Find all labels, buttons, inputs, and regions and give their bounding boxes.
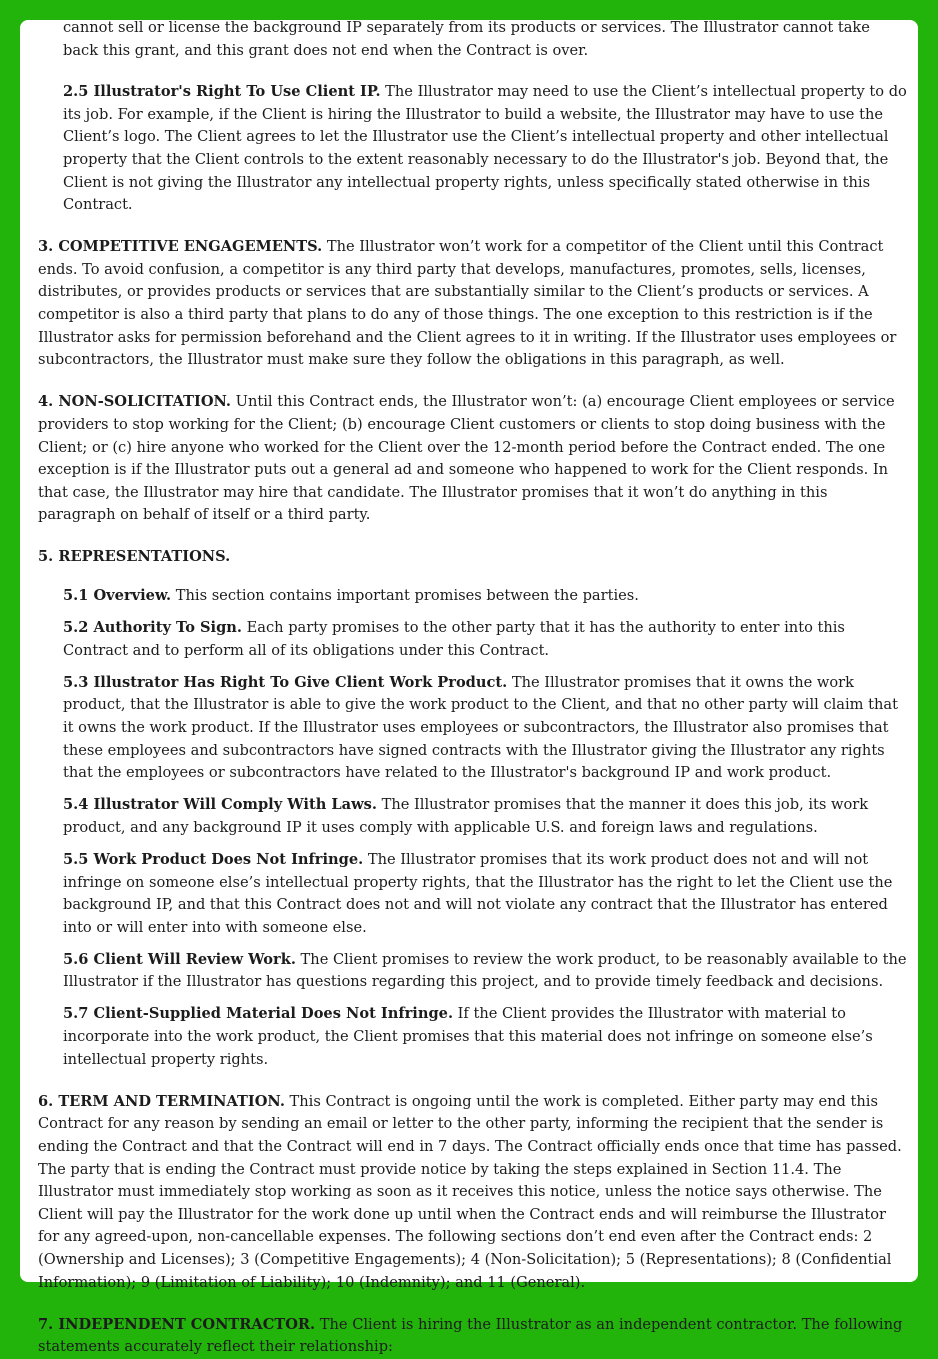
section-7: [38, 1314, 908, 1359]
section-5-5-heading: 5.5 Work Product Does Not Infringe.: [63, 850, 364, 868]
section-5-7-text: If the Client provides the Illustrator with material to incorporate into the work product, the Client promises that this material does not infringe on someone else’s intellectual property rights.: [63, 1005, 873, 1068]
section-6: [38, 1091, 908, 1294]
section-5-6: [38, 949, 908, 994]
section-6-text: This Contract is ongoing until the work is completed. Either party may end this Contract for any reason by sending an email or letter to the other party, informing the recipient that the sender is ending the Contract and that the Contract will end in 7 days. The Contract officially ends once that time has passed. The party that is ending the Contract must provide notice by taking the steps explained in Section 11.4. The Illustrator must immediately stop working as soon as it receives this notice, unless the notice says otherwise. The Client will pay the Illustrator for the work done up until when the Contract ends and will reimburse the Illustrator for any agreed-upon, non-cancellable expenses. The following sections don’t end even after the Contract ends: 2 (Ownership and Licenses); 3 (Competitive Engagements); 4 (Non-Solicitation); 5 (Representations); 8 (Confidential Information); 9 (Limitation of Liability); 10 (Indemnity); and 11 (General).: [38, 1092, 902, 1291]
section-5-3-text: The Illustrator promises that it owns the work product, that the Illustrator is able to give the work product to the Client, and that no other party will claim that it owns the work product. If the Illustrator uses employees or subcontractors, the Illustrator also promises that these employees and subcontractors have signed contracts with the Illustrator giving the Illustrator any rights that the employees or subcontractors have related to the Illustrator's background IP and work product.: [63, 673, 898, 782]
section-5: [38, 546, 908, 569]
section-5-1: [38, 585, 908, 608]
section-5-2-text: Each party promises to the other party that it has the authority to enter into this Contract and to perform all of its obligations under this Contract.: [63, 619, 845, 659]
section-7-text: The Client is hiring the Illustrator as an independent contractor. The following statements accurately reflect their relationship:: [38, 1315, 903, 1356]
section-5-6-heading: 5.6 Client Will Review Work.: [63, 950, 296, 968]
section-4-heading: 4. NON-SOLICITATION.: [38, 393, 232, 411]
section-3-text: The Illustrator won’t work for a competitor of the Client until this Contract ends. To avoid confusion, a competitor is any third party that develops, manufactures, promotes, sells, licenses, distributes, or provides products or services that are substantially similar to the Client’s products or services. A competitor is also a third party that plans to do any of those things. The one exception to this restriction is if the Illustrator asks for permission beforehand and the Client agrees to it in writing. If the Illustrator uses employees or subcontractors, the Illustrator must make sure they follow the obligations in this paragraph, as well.: [38, 238, 897, 369]
contract-body: [38, 17, 908, 1359]
document-page: [20, 19, 918, 1356]
section-3-heading: 3. COMPETITIVE ENGAGEMENTS.: [38, 238, 323, 256]
section-5-3: [38, 672, 908, 785]
section-6-heading: 6. TERM AND TERMINATION.: [38, 1092, 285, 1110]
section-2-5-text: The Illustrator may need to use the Client’s intellectual property to do its job. For example, if the Client is hiring the Illustrator to build a website, the Illustrator may have to use the Client’s logo. The Client agrees to let the Illustrator use the Client’s intellectual property and other intellectual property that the Client controls to the extent reasonably necessary to do the Illustrator's job. Beyond that, the Client is not giving the Illustrator any intellectual property rights, unless specifically stated otherwise in this Contract.: [63, 83, 907, 214]
section-2-4-tail-text: cannot sell or license the background IP separately from its products or services. The Illustrator cannot take back this grant, and this grant does not end when the Contract is over.: [63, 19, 870, 59]
section-5-1-text: This section contains important promises between the parties.: [171, 586, 639, 604]
section-2-5-heading: 2.5 Illustrator's Right To Use Client IP.: [63, 83, 381, 101]
section-5-7: [38, 1003, 908, 1071]
section-5-3-heading: 5.3 Illustrator Has Right To Give Client Work Product.: [63, 673, 508, 691]
section-5-5: [38, 849, 908, 939]
section-2-4-tail: [38, 17, 908, 62]
section-5-7-heading: 5.7 Client-Supplied Material Does Not Infringe.: [63, 1005, 454, 1023]
section-5-1-heading: 5.1 Overview.: [63, 586, 172, 604]
section-5-4: [38, 794, 908, 839]
section-2-5: [38, 81, 908, 217]
section-5-6-text: The Client promises to review the work product, to be reasonably available to the Illustrator if the Illustrator has questions regarding this project, and to provide timely feedback and decisions.: [63, 950, 907, 991]
section-4: [38, 391, 908, 527]
section-5-heading: 5. REPRESENTATIONS.: [38, 548, 231, 566]
section-5-4-text: The Illustrator promises that the manner it does this job, its work product, and any background IP it uses comply with applicable U.S. and foreign laws and regulations.: [63, 796, 869, 836]
section-7-heading: 7. INDEPENDENT CONTRACTOR.: [38, 1315, 316, 1333]
section-5-4-heading: 5.4 Illustrator Will Comply With Laws.: [63, 796, 377, 814]
section-5-5-text: The Illustrator promises that its work product does not and will not infringe on someone else’s intellectual property rights, that the Illustrator has the right to let the Client use the background IP, and that this Contract does not and will not violate any contract that the Illustrator has entered into or will enter into with someone else.: [63, 850, 893, 936]
section-3: [38, 236, 908, 372]
section-5-2: [38, 617, 908, 662]
section-4-text: Until this Contract ends, the Illustrator won’t: (a) encourage Client employees or service providers to stop working for the Client; (b) encourage Client customers or clients to stop doing business with the Client; or (c) hire anyone who worked for the Client over the 12-month period before the Contract ended. The one exception is if the Illustrator puts out a general ad and someone who happened to work for the Client responds. In that case, the Illustrator may hire that candidate. The Illustrator promises that it won’t do anything in this paragraph on behalf of itself or a third party.: [38, 393, 895, 524]
section-5-2-heading: 5.2 Authority To Sign.: [63, 619, 243, 637]
